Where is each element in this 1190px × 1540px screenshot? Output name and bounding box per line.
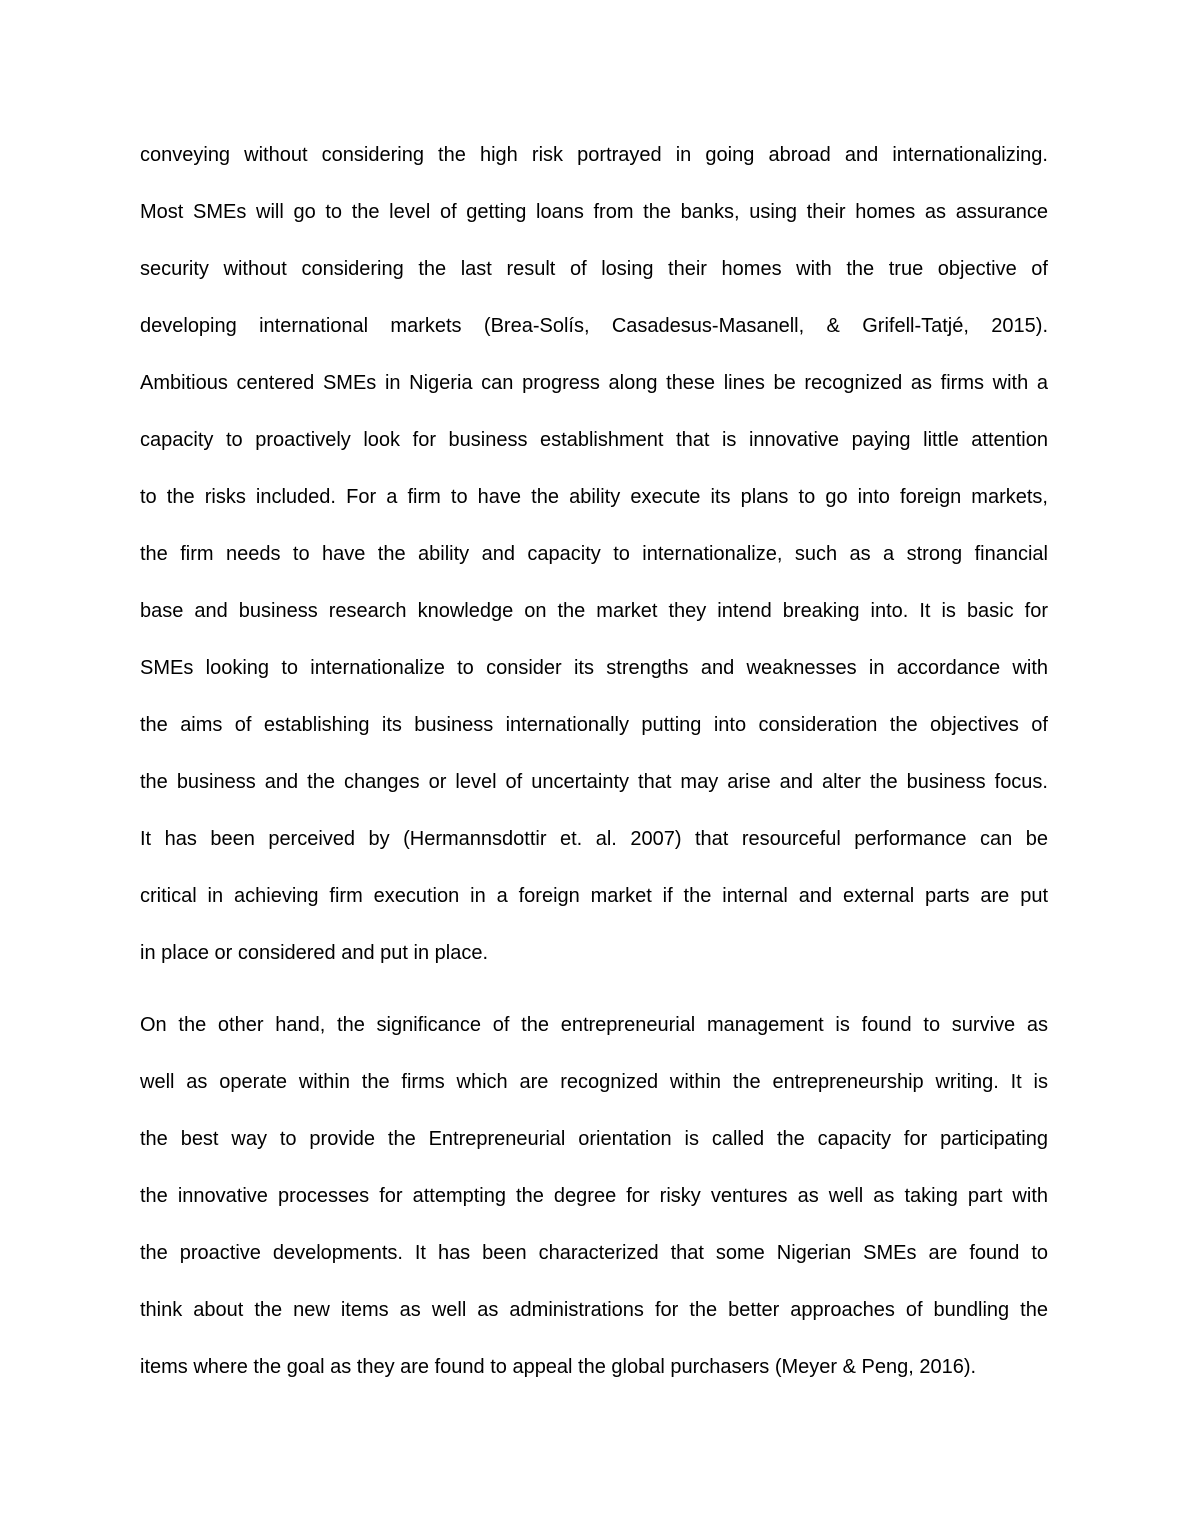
text-line: the firm needs to have the ability and capacity to internationalize, such as a strong financial xyxy=(140,543,1048,565)
text-line: the innovative processes for attempting the degree for risky ventures as well as taking part with xyxy=(140,1185,1048,1207)
text-line: On the other hand, the significance of the entrepreneurial management is found to survive as xyxy=(140,1014,1048,1036)
text-line: the business and the changes or level of uncertainty that may arise and alter the business focus. xyxy=(140,771,1048,793)
text-line: It has been perceived by (Hermannsdottir et. al. 2007) that resourceful performance can be xyxy=(140,828,1048,850)
text-line: the proactive developments. It has been characterized that some Nigerian SMEs are found to xyxy=(140,1242,1048,1264)
text-line: developing international markets (Brea-Solís, Casadesus-Masanell, & Grifell-Tatjé, 2015). xyxy=(140,315,1048,337)
text-line: in place or considered and put in place. xyxy=(140,942,489,964)
text-line: security without considering the last result of losing their homes with the true objective of xyxy=(140,258,1048,280)
text-line: items where the goal as they are found to appeal the global purchasers (Meyer & Peng, 2016). xyxy=(140,1356,977,1378)
text-line: Ambitious centered SMEs in Nigeria can progress along these lines be recognized as firms with a xyxy=(140,372,1048,394)
document-page xyxy=(140,127,1048,1396)
text-line: the aims of establishing its business internationally putting into consideration the objectives of xyxy=(140,714,1048,736)
text-line: think about the new items as well as administrations for the better approaches of bundling the xyxy=(140,1299,1048,1321)
text-line: base and business research knowledge on the market they intend breaking into. It is basic for xyxy=(140,600,1048,622)
text-line: the best way to provide the Entrepreneurial orientation is called the capacity for participating xyxy=(140,1128,1048,1150)
text-line: conveying without considering the high risk portrayed in going abroad and internationalizing. xyxy=(140,144,1048,166)
paragraph-2 xyxy=(140,997,1048,1396)
text-line: capacity to proactively look for business establishment that is innovative paying little attention xyxy=(140,429,1048,451)
paragraph-1 xyxy=(140,127,1048,982)
text-line: Most SMEs will go to the level of getting loans from the banks, using their homes as assurance xyxy=(140,201,1048,223)
text-line: SMEs looking to internationalize to consider its strengths and weaknesses in accordance with xyxy=(140,657,1048,679)
text-line: well as operate within the firms which are recognized within the entrepreneurship writing. It is xyxy=(140,1071,1048,1093)
text-line: critical in achieving firm execution in a foreign market if the internal and external parts are put xyxy=(140,885,1048,907)
text-line: to the risks included. For a firm to have the ability execute its plans to go into foreign markets, xyxy=(140,486,1048,508)
